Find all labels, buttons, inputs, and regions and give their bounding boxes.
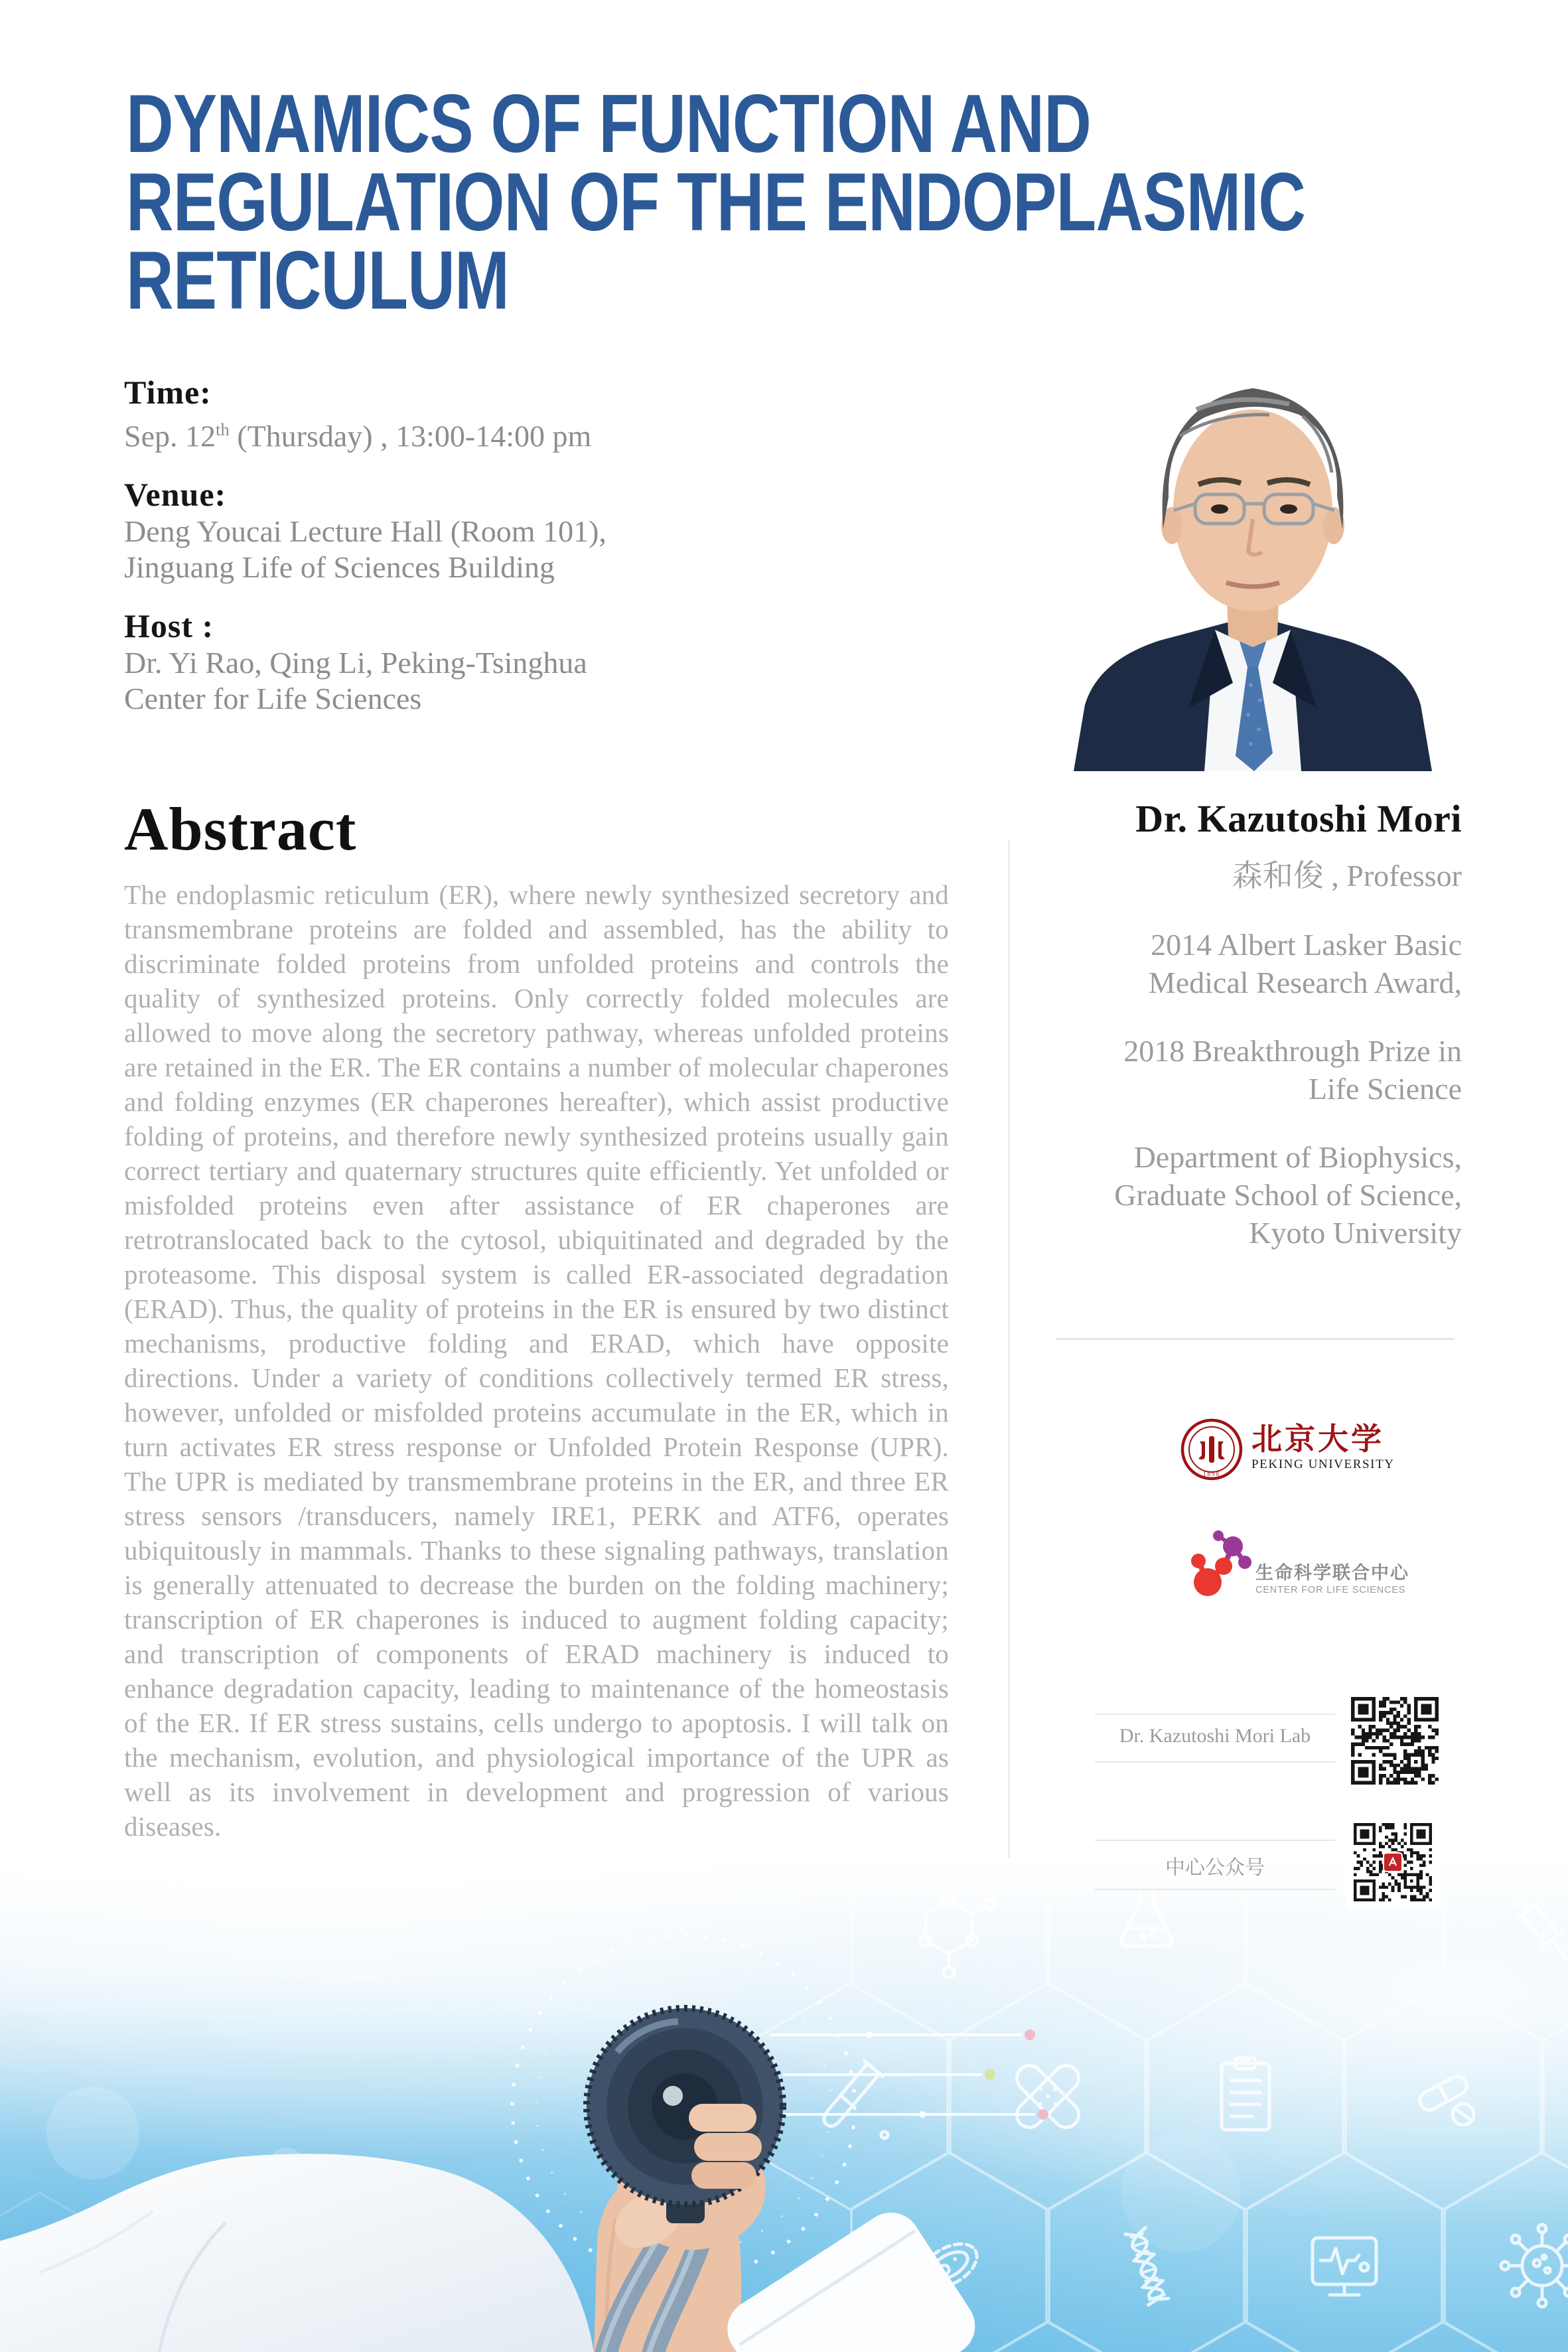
- host-label: Host :: [124, 607, 214, 645]
- cls-english-name: CENTER FOR LIFE SCIENCES: [1255, 1585, 1406, 1595]
- venue-line-1: Deng Youcai Lecture Hall (Room 101),: [124, 514, 606, 549]
- section-divider: [1056, 1338, 1455, 1340]
- cls-chinese-name: 生命科学联合中心: [1255, 1563, 1409, 1583]
- peking-university-logo: [1180, 1415, 1459, 1488]
- speaker-name: Dr. Kazutoshi Mori: [1135, 797, 1462, 840]
- venue-line-2: Jinguang Life of Sciences Building: [124, 550, 555, 585]
- center-qr-badge-icon: [1383, 1852, 1403, 1872]
- time-date: Sep. 12: [124, 419, 216, 453]
- abstract-body: The endoplasmic reticulum (ER), where newly synthesized secretory and transmembrane proteins are folded and assembled, has the ability to discriminate folded proteins from unfolded proteins and controls the quality of synthesized proteins. Only correctly folded molecules are allowed to move along the secretory pathway, whereas unfolded proteins are retained in the ER. The ER contains a number of molecular chaperones and folding enzymes (ER chaperones hereafter), which assist productive folding of proteins, and therefore newly synthesized proteins usually gain correct tertiary and quaternary structures quite efficiently. Yet unfolded or misfolded proteins even after assistance of ER chaperones are retrotranslocated back to the cytosol, ubiquitinated and degraded by the proteasome. This disposal system is called ER-associated degradation (ERAD). Thus, the quality of proteins in the ER is ensured by two distinct mechanisms, productive folding and ERAD, which have opposite directions. Under a variety of conditions collectively termed ER stress, however, unfolded or misfolded proteins accumulate in the ER, which in turn activates ER stress response or Unfolded Protein Response (UPR). The UPR is mediated by transmembrane proteins in the ER, and three ER stress sensors /transducers, namely IRE1, PERK and ATF6, operates ubiquitously in mammals. Thanks to these signaling pathways, translation is generally attenuated to decrease the burden on the folding machinery; transcription of ER chaperones is induced to augment folding capacity; and transcription of components of ERAD machinery is induced to enhance degradation capacity, leading to maintenance of the homeostasis of the ER. If ER stress sustains, cells undergo to apoptosis. I will talk on the mechanism, evolution, and physiological importance of the UPR as well as its involvement in development and progression of various diseases.: [124, 879, 949, 1842]
- title-line-1: DYNAMICS OF FUNCTION AND: [126, 78, 1092, 170]
- lab-qr-label: Dr. Kazutoshi Mori Lab: [1119, 1725, 1311, 1747]
- lab-qr-code: [1351, 1697, 1439, 1785]
- host-line-1: Dr. Yi Rao, Qing Li, Peking-Tsinghua: [124, 646, 587, 680]
- affiliation-line-1: Department of Biophysics,: [1133, 1140, 1462, 1174]
- time-label: Time:: [124, 374, 212, 411]
- speaker-award-2014: [1024, 926, 1462, 1001]
- lab-label-rule-top: [1095, 1714, 1335, 1715]
- pku-seal-year: 1898: [1203, 1471, 1220, 1477]
- title-line-2: REGULATION OF THE ENDOPLASMIC: [126, 157, 1306, 248]
- speaker-panel: [1024, 796, 1462, 1252]
- venue-label: Venue:: [124, 476, 227, 514]
- center-label-rule-top: [1095, 1840, 1335, 1841]
- title-line-3: RETICULUM: [126, 235, 509, 327]
- abstract-heading: Abstract: [124, 795, 357, 863]
- time-date-ordinal: th: [216, 419, 230, 439]
- center-qr-frame: [1346, 1815, 1440, 1909]
- speaker-photo: [1037, 330, 1468, 771]
- host-line-2: Center for Life Sciences: [124, 682, 422, 716]
- center-for-life-sciences-logo: [1186, 1524, 1465, 1617]
- award-2014-line-1: 2014 Albert Lasker Basic: [1151, 928, 1462, 962]
- pku-english-name: PEKING UNIVERSITY: [1251, 1457, 1395, 1471]
- speaker-award-2018: [1024, 1032, 1462, 1108]
- speaker-subtitle: 森和俊 , Professor: [1232, 859, 1462, 893]
- cls-molecule-icon: [1186, 1524, 1253, 1610]
- speaker-affiliation: [1024, 1138, 1462, 1252]
- award-2018-line-2: Life Science: [1308, 1072, 1462, 1106]
- affiliation-line-3: Kyoto University: [1249, 1216, 1462, 1250]
- award-2018-line-1: 2018 Breakthrough Prize in: [1123, 1034, 1462, 1068]
- event-info: [124, 373, 854, 738]
- center-qr-label: 中心公众号: [1165, 1857, 1265, 1879]
- pku-chinese-name: 北京大学: [1251, 1422, 1384, 1456]
- lab-label-rule-bottom: [1095, 1761, 1335, 1763]
- center-label-rule-bottom: [1095, 1889, 1335, 1890]
- pku-seal-icon: [1180, 1418, 1244, 1481]
- venue-block: [124, 475, 854, 585]
- host-block: [124, 607, 854, 717]
- doctor-fingers: [689, 2104, 762, 2189]
- award-2014-line-2: Medical Research Award,: [1148, 966, 1462, 999]
- time-block: [124, 373, 854, 454]
- affiliation-line-2: Graduate School of Science,: [1114, 1178, 1462, 1212]
- time-value: [124, 411, 854, 454]
- time-rest: (Thursday) , 13:00-14:00 pm: [229, 419, 592, 453]
- column-divider: [1008, 840, 1010, 1858]
- poster-title: [126, 78, 1486, 327]
- decorative-footer: [0, 1848, 1568, 2352]
